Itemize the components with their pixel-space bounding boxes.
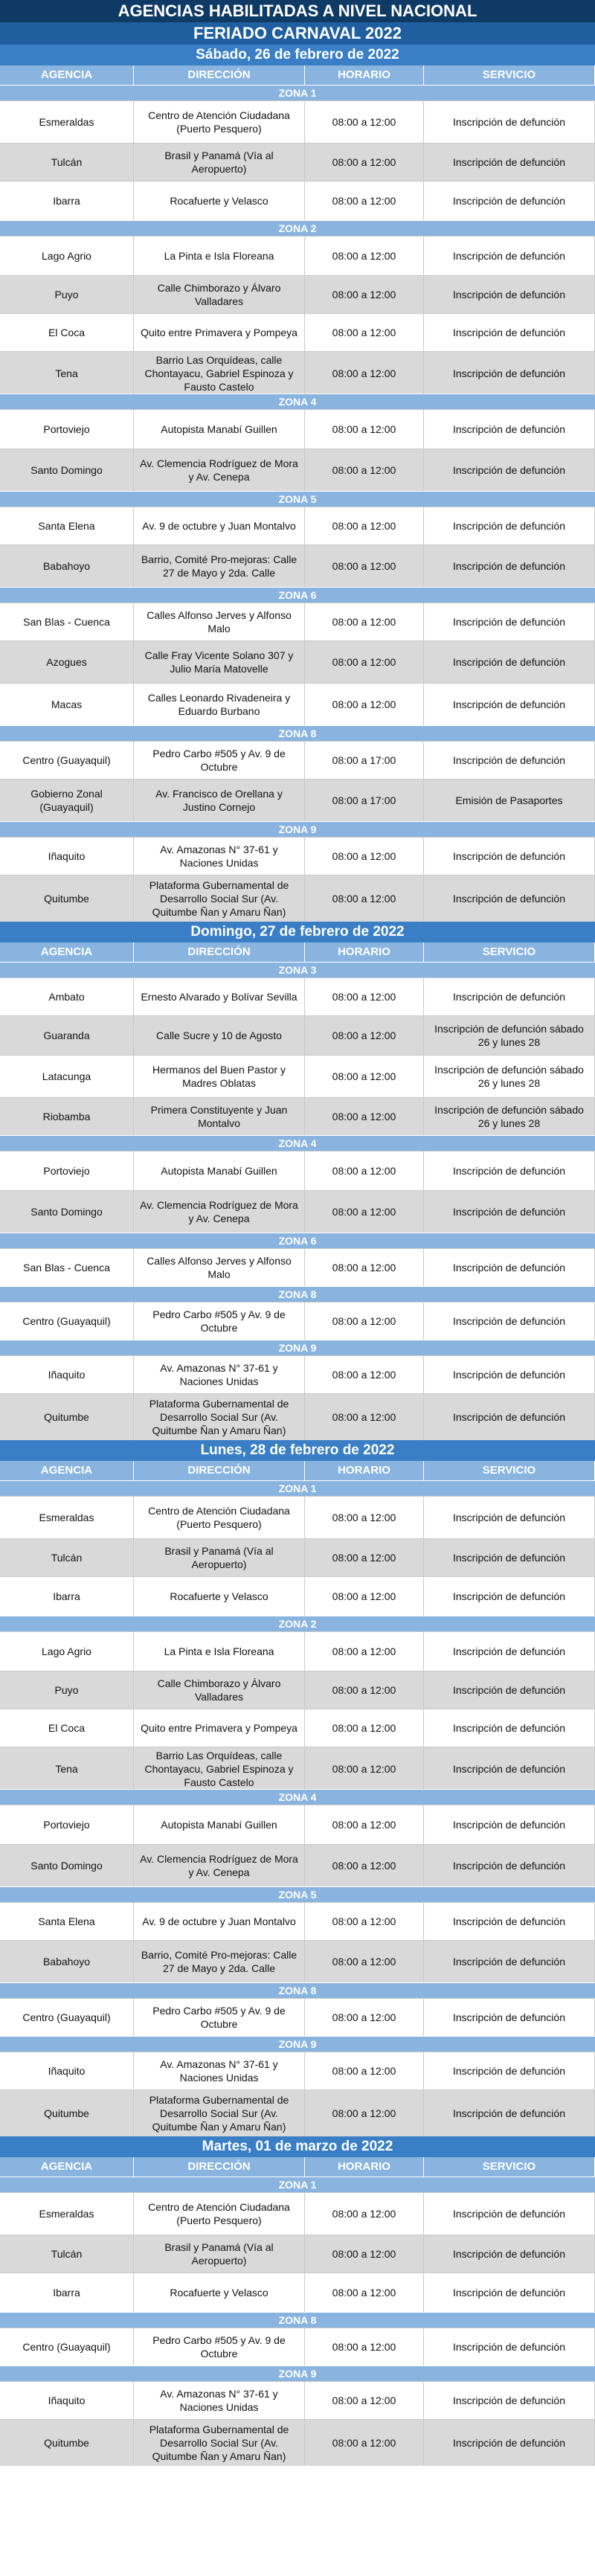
- cell-agencia: Tulcán: [0, 144, 134, 181]
- column-header: HORARIO: [305, 942, 424, 962]
- day-header: Martes, 01 de marzo de 2022: [0, 2136, 595, 2157]
- table-row: [0, 1709, 595, 1747]
- cell-servicio: Inscripción de defunción sábado 26 y lunes 28: [424, 1098, 595, 1135]
- zone-header: ZONA 1: [0, 2177, 595, 2192]
- cell-horario: 08:00 a 12:00: [305, 1056, 424, 1097]
- cell-horario: 08:00 a 12:00: [305, 876, 424, 922]
- column-header: AGENCIA: [0, 942, 134, 962]
- cell-horario: 08:00 a 12:00: [305, 1845, 424, 1886]
- cell-agencia: Babahoyo: [0, 545, 134, 587]
- cell-direccion: Av. Clemencia Rodríguez de Mora y Av. Cenepa: [134, 449, 305, 491]
- table-row: [0, 1844, 595, 1886]
- cell-direccion: Barrio Las Orquídeas, calle Chontayacu, Gabriel Espinoza y Fausto Castelo: [134, 352, 305, 395]
- cell-servicio: Inscripción de defunción: [424, 641, 595, 683]
- cell-servicio: Inscripción de defunción: [424, 684, 595, 725]
- cell-servicio: Inscripción de defunción: [424, 876, 595, 922]
- cell-horario: 08:00 a 12:00: [305, 1191, 424, 1233]
- cell-servicio: Inscripción de defunción: [424, 1191, 595, 1233]
- zone-header: ZONA 4: [0, 1135, 595, 1151]
- cell-servicio: Inscripción de defunción: [424, 1671, 595, 1709]
- cell-agencia: Latacunga: [0, 1056, 134, 1097]
- cell-servicio: Inscripción de defunción: [424, 2328, 595, 2365]
- cell-horario: 08:00 a 12:00: [305, 1747, 424, 1790]
- table-row: [0, 1631, 595, 1671]
- cell-agencia: Centro (Guayaquil): [0, 742, 134, 779]
- cell-agencia: Macas: [0, 684, 134, 725]
- zone-header: ZONA 3: [0, 962, 595, 977]
- cell-direccion: Av. Amazonas N° 37-61 y Naciones Unidas: [134, 838, 305, 875]
- table-row: [0, 1496, 595, 1538]
- cell-agencia: Quitumbe: [0, 2090, 134, 2136]
- cell-servicio: Inscripción de defunción: [424, 1539, 595, 1576]
- cell-agencia: Santo Domingo: [0, 1191, 134, 1233]
- cell-agencia: Riobamba: [0, 1098, 134, 1135]
- table-row: [0, 2052, 595, 2090]
- cell-direccion: Centro de Atención Ciudadana (Puerto Pesquero): [134, 101, 305, 143]
- cell-direccion: Av. Amazonas N° 37-61 y Naciones Unidas: [134, 1356, 305, 1393]
- cell-servicio: Inscripción de defunción: [424, 1356, 595, 1393]
- cell-agencia: San Blas - Cuenca: [0, 1249, 134, 1286]
- cell-horario: 08:00 a 12:00: [305, 1941, 424, 1982]
- cell-agencia: Portoviejo: [0, 1805, 134, 1844]
- page-subtitle: FERIADO CARNAVAL 2022: [0, 22, 595, 45]
- table-row: [0, 1393, 595, 1440]
- cell-direccion: Rocafuerte y Velasco: [134, 182, 305, 220]
- table-row: [0, 1998, 595, 2036]
- cell-servicio: Inscripción de defunción sábado 26 y lunes 28: [424, 1056, 595, 1097]
- cell-servicio: Inscripción de defunción: [424, 1999, 595, 2036]
- table-row: [0, 1747, 595, 1789]
- cell-direccion: Centro de Atención Ciudadana (Puerto Pesquero): [134, 2193, 305, 2235]
- cell-agencia: San Blas - Cuenca: [0, 603, 134, 640]
- cell-agencia: Centro (Guayaquil): [0, 1303, 134, 1340]
- cell-direccion: Hermanos del Buen Pastor y Madres Oblatas: [134, 1056, 305, 1097]
- zone-header: ZONA 5: [0, 491, 595, 507]
- cell-horario: 08:00 a 12:00: [305, 1539, 424, 1576]
- cell-servicio: Inscripción de defunción: [424, 1632, 595, 1671]
- table-row: [0, 1805, 595, 1844]
- cell-horario: 08:00 a 12:00: [305, 2235, 424, 2273]
- cell-agencia: Lago Agrio: [0, 1632, 134, 1671]
- column-header: HORARIO: [305, 2157, 424, 2177]
- cell-horario: 08:00 a 12:00: [305, 2052, 424, 2090]
- zone-header: ZONA 8: [0, 2312, 595, 2328]
- cell-servicio: Inscripción de defunción: [424, 352, 595, 395]
- cell-agencia: Iñaquito: [0, 2052, 134, 2090]
- cell-horario: 08:00 a 12:00: [305, 978, 424, 1015]
- cell-agencia: Portoviejo: [0, 410, 134, 449]
- zone-header: ZONA 9: [0, 2036, 595, 2052]
- cell-horario: 08:00 a 12:00: [305, 1303, 424, 1340]
- table-row: [0, 275, 595, 313]
- cell-servicio: Inscripción de defunción: [424, 1303, 595, 1340]
- cell-horario: 08:00 a 12:00: [305, 641, 424, 683]
- zone-header: ZONA 5: [0, 1886, 595, 1902]
- cell-horario: 08:00 a 12:00: [305, 1152, 424, 1190]
- cell-direccion: Autopista Manabí Guillen: [134, 410, 305, 449]
- table-row: [0, 640, 595, 683]
- table-row: [0, 1190, 595, 1233]
- cell-servicio: Inscripción de defunción: [424, 1152, 595, 1190]
- table-row: [0, 977, 595, 1015]
- cell-servicio: Inscripción de defunción: [424, 838, 595, 875]
- cell-direccion: Plataforma Gubernamental de Desarrollo Social Sur (Av. Quitumbe Ñan y Amaru Ñan): [134, 876, 305, 922]
- zone-header: ZONA 9: [0, 821, 595, 837]
- column-header: SERVICIO: [424, 1461, 595, 1480]
- cell-direccion: Pedro Carbo #505 y Av. 9 de Octubre: [134, 1303, 305, 1340]
- cell-horario: 08:00 a 12:00: [305, 1999, 424, 2036]
- zone-header: ZONA 1: [0, 1480, 595, 1496]
- page-title: AGENCIAS HABILITADAS A NIVEL NACIONAL: [0, 0, 595, 22]
- cell-direccion: Plataforma Gubernamental de Desarrollo Social Sur (Av. Quitumbe Ñan y Amaru Ñan): [134, 2420, 305, 2466]
- cell-agencia: Tena: [0, 1747, 134, 1790]
- column-header: DIRECCIÓN: [134, 2157, 305, 2177]
- column-header: HORARIO: [305, 65, 424, 85]
- table-row: [0, 2328, 595, 2365]
- cell-agencia: Tena: [0, 352, 134, 395]
- cell-servicio: Inscripción de defunción: [424, 545, 595, 587]
- cell-agencia: Iñaquito: [0, 2382, 134, 2419]
- zone-header: ZONA 8: [0, 1982, 595, 1998]
- cell-servicio: Inscripción de defunción: [424, 2193, 595, 2235]
- cell-direccion: Pedro Carbo #505 y Av. 9 de Octubre: [134, 1999, 305, 2036]
- zone-header: ZONA 4: [0, 1789, 595, 1805]
- cell-servicio: Inscripción de defunción: [424, 182, 595, 220]
- cell-servicio: Inscripción de defunción: [424, 2273, 595, 2312]
- cell-direccion: Brasil y Panamá (Vía al Aeropuerto): [134, 1539, 305, 1576]
- cell-horario: 08:00 a 12:00: [305, 314, 424, 351]
- cell-servicio: Inscripción de defunción: [424, 1497, 595, 1538]
- cell-agencia: Azogues: [0, 641, 134, 683]
- column-header: SERVICIO: [424, 2157, 595, 2177]
- zone-header: ZONA 1: [0, 85, 595, 100]
- table-row: [0, 2192, 595, 2235]
- column-header: HORARIO: [305, 1461, 424, 1480]
- cell-agencia: Puyo: [0, 276, 134, 313]
- cell-servicio: Inscripción de defunción: [424, 1903, 595, 1940]
- cell-horario: 08:00 a 12:00: [305, 1632, 424, 1671]
- zone-header: ZONA 2: [0, 220, 595, 236]
- zone-header: ZONA 9: [0, 2365, 595, 2381]
- cell-agencia: Santo Domingo: [0, 449, 134, 491]
- table-row: [0, 2090, 595, 2136]
- cell-agencia: Esmeraldas: [0, 1497, 134, 1538]
- cell-direccion: Barrio, Comité Pro-mejoras: Calle 27 de Mayo y 2da. Calle: [134, 545, 305, 587]
- cell-servicio: Inscripción de defunción: [424, 507, 595, 545]
- cell-horario: 08:00 a 12:00: [305, 2273, 424, 2312]
- cell-horario: 08:00 a 12:00: [305, 684, 424, 725]
- cell-horario: 08:00 a 12:00: [305, 1903, 424, 1940]
- cell-servicio: Inscripción de defunción: [424, 237, 595, 275]
- cell-horario: 08:00 a 12:00: [305, 603, 424, 640]
- cell-direccion: Av. Clemencia Rodríguez de Mora y Av. Cenepa: [134, 1845, 305, 1886]
- days-container: [0, 45, 595, 2466]
- cell-servicio: Inscripción de defunción: [424, 2052, 595, 2090]
- cell-agencia: Puyo: [0, 1671, 134, 1709]
- table-row: [0, 351, 595, 394]
- cell-direccion: Calle Sucre y 10 de Agosto: [134, 1016, 305, 1055]
- cell-direccion: Calle Chimborazo y Álvaro Valladares: [134, 276, 305, 313]
- table-row: [0, 1671, 595, 1709]
- cell-direccion: Barrio, Comité Pro-mejoras: Calle 27 de Mayo y 2da. Calle: [134, 1941, 305, 1982]
- cell-servicio: Inscripción de defunción: [424, 978, 595, 1015]
- table-row: [0, 837, 595, 875]
- table-row: [0, 1302, 595, 1340]
- cell-horario: 08:00 a 12:00: [305, 276, 424, 313]
- table-row: [0, 1355, 595, 1393]
- column-header: SERVICIO: [424, 65, 595, 85]
- table-row: [0, 1055, 595, 1097]
- cell-agencia: El Coca: [0, 1709, 134, 1747]
- cell-agencia: Quitumbe: [0, 2420, 134, 2466]
- table-row: [0, 1248, 595, 1286]
- cell-horario: 08:00 a 12:00: [305, 101, 424, 143]
- cell-servicio: Inscripción de defunción: [424, 1941, 595, 1982]
- cell-agencia: Babahoyo: [0, 1941, 134, 1982]
- column-header-row: [0, 1461, 595, 1480]
- cell-horario: 08:00 a 12:00: [305, 2193, 424, 2235]
- cell-horario: 08:00 a 12:00: [305, 237, 424, 275]
- cell-direccion: Av. 9 de octubre y Juan Montalvo: [134, 507, 305, 545]
- cell-direccion: Calles Alfonso Jerves y Alfonso Malo: [134, 603, 305, 640]
- cell-agencia: Ibarra: [0, 1577, 134, 1616]
- zone-header: ZONA 4: [0, 394, 595, 409]
- cell-direccion: Quito entre Primavera y Pompeya: [134, 1709, 305, 1747]
- cell-agencia: Centro (Guayaquil): [0, 1999, 134, 2036]
- cell-agencia: Quitumbe: [0, 1394, 134, 1440]
- cell-agencia: Esmeraldas: [0, 101, 134, 143]
- cell-servicio: Inscripción de defunción: [424, 2090, 595, 2136]
- table-row: [0, 1576, 595, 1616]
- zone-header: ZONA 8: [0, 725, 595, 741]
- cell-direccion: Pedro Carbo #505 y Av. 9 de Octubre: [134, 742, 305, 779]
- cell-servicio: Inscripción de defunción: [424, 2420, 595, 2466]
- column-header-row: [0, 942, 595, 962]
- table-row: [0, 449, 595, 491]
- cell-horario: 08:00 a 12:00: [305, 1709, 424, 1747]
- cell-horario: 08:00 a 12:00: [305, 182, 424, 220]
- cell-agencia: Ambato: [0, 978, 134, 1015]
- day-header: Domingo, 27 de febrero de 2022: [0, 922, 595, 942]
- cell-horario: 08:00 a 17:00: [305, 780, 424, 821]
- table-row: [0, 181, 595, 220]
- cell-horario: 08:00 a 12:00: [305, 838, 424, 875]
- table-row: [0, 313, 595, 351]
- cell-direccion: Av. Clemencia Rodríguez de Mora y Av. Cenepa: [134, 1191, 305, 1233]
- cell-horario: 08:00 a 12:00: [305, 2420, 424, 2466]
- column-header: AGENCIA: [0, 2157, 134, 2177]
- table-row: [0, 143, 595, 181]
- table-row: [0, 1538, 595, 1576]
- column-header-row: [0, 65, 595, 85]
- cell-horario: 08:00 a 12:00: [305, 1497, 424, 1538]
- cell-servicio: Inscripción de defunción: [424, 2235, 595, 2273]
- day-header: Sábado, 26 de febrero de 2022: [0, 45, 595, 65]
- cell-agencia: Ibarra: [0, 182, 134, 220]
- table-row: [0, 1097, 595, 1135]
- cell-direccion: Plataforma Gubernamental de Desarrollo Social Sur (Av. Quitumbe Ñan y Amaru Ñan): [134, 2090, 305, 2136]
- cell-agencia: Quitumbe: [0, 876, 134, 922]
- cell-servicio: Inscripción de defunción: [424, 276, 595, 313]
- cell-agencia: Portoviejo: [0, 1152, 134, 1190]
- cell-direccion: Av. Amazonas N° 37-61 y Naciones Unidas: [134, 2382, 305, 2419]
- cell-servicio: Inscripción de defunción sábado 26 y lunes 28: [424, 1016, 595, 1055]
- cell-servicio: Inscripción de defunción: [424, 144, 595, 181]
- cell-direccion: Quito entre Primavera y Pompeya: [134, 314, 305, 351]
- table-row: [0, 875, 595, 922]
- zone-header: ZONA 6: [0, 587, 595, 603]
- cell-direccion: Centro de Atención Ciudadana (Puerto Pesquero): [134, 1497, 305, 1538]
- table-row: [0, 1015, 595, 1055]
- cell-direccion: Av. Amazonas N° 37-61 y Naciones Unidas: [134, 2052, 305, 2090]
- table-row: [0, 2273, 595, 2312]
- cell-agencia: Iñaquito: [0, 1356, 134, 1393]
- cell-direccion: Rocafuerte y Velasco: [134, 1577, 305, 1616]
- cell-servicio: Inscripción de defunción: [424, 1249, 595, 1286]
- cell-direccion: Ernesto Alvarado y Bolívar Sevilla: [134, 978, 305, 1015]
- zone-header: ZONA 8: [0, 1286, 595, 1302]
- cell-agencia: Tulcán: [0, 1539, 134, 1576]
- cell-direccion: Calle Chimborazo y Álvaro Valladares: [134, 1671, 305, 1709]
- column-header: DIRECCIÓN: [134, 1461, 305, 1480]
- table-row: [0, 779, 595, 821]
- zone-header: ZONA 6: [0, 1233, 595, 1248]
- column-header: AGENCIA: [0, 1461, 134, 1480]
- cell-direccion: Brasil y Panamá (Vía al Aeropuerto): [134, 144, 305, 181]
- cell-agencia: Gobierno Zonal (Guayaquil): [0, 780, 134, 821]
- table-row: [0, 409, 595, 449]
- cell-horario: 08:00 a 12:00: [305, 1394, 424, 1440]
- cell-servicio: Inscripción de defunción: [424, 1747, 595, 1790]
- cell-servicio: Inscripción de defunción: [424, 603, 595, 640]
- cell-horario: 08:00 a 12:00: [305, 2382, 424, 2419]
- cell-servicio: Inscripción de defunción: [424, 314, 595, 351]
- cell-direccion: Rocafuerte y Velasco: [134, 2273, 305, 2312]
- table-row: [0, 683, 595, 725]
- cell-direccion: Av. 9 de octubre y Juan Montalvo: [134, 1903, 305, 1940]
- table-row: [0, 100, 595, 143]
- zone-header: ZONA 9: [0, 1340, 595, 1355]
- cell-direccion: Calles Alfonso Jerves y Alfonso Malo: [134, 1249, 305, 1286]
- cell-horario: 08:00 a 12:00: [305, 1098, 424, 1135]
- cell-horario: 08:00 a 12:00: [305, 1577, 424, 1616]
- cell-servicio: Inscripción de defunción: [424, 1805, 595, 1844]
- cell-direccion: Primera Constituyente y Juan Montalvo: [134, 1098, 305, 1135]
- cell-servicio: Inscripción de defunción: [424, 1577, 595, 1616]
- table-row: [0, 507, 595, 545]
- cell-servicio: Inscripción de defunción: [424, 1394, 595, 1440]
- table-row: [0, 1940, 595, 1982]
- cell-agencia: Iñaquito: [0, 838, 134, 875]
- cell-horario: 08:00 a 12:00: [305, 507, 424, 545]
- cell-agencia: El Coca: [0, 314, 134, 351]
- cell-servicio: Inscripción de defunción: [424, 101, 595, 143]
- cell-horario: 08:00 a 12:00: [305, 1249, 424, 1286]
- cell-direccion: Autopista Manabí Guillen: [134, 1152, 305, 1190]
- cell-direccion: Pedro Carbo #505 y Av. 9 de Octubre: [134, 2328, 305, 2365]
- cell-direccion: La Pinta e Isla Floreana: [134, 237, 305, 275]
- cell-servicio: Inscripción de defunción: [424, 2382, 595, 2419]
- table-row: [0, 2381, 595, 2419]
- cell-agencia: Santo Domingo: [0, 1845, 134, 1886]
- cell-agencia: Tulcán: [0, 2235, 134, 2273]
- cell-horario: 08:00 a 12:00: [305, 2328, 424, 2365]
- table-row: [0, 1151, 595, 1190]
- cell-agencia: Santa Elena: [0, 507, 134, 545]
- table-row: [0, 236, 595, 275]
- table-row: [0, 2235, 595, 2273]
- column-header: DIRECCIÓN: [134, 942, 305, 962]
- cell-horario: 08:00 a 12:00: [305, 1356, 424, 1393]
- cell-servicio: Inscripción de defunción: [424, 1845, 595, 1886]
- zone-header: ZONA 2: [0, 1616, 595, 1631]
- cell-servicio: Emisión de Pasaportes: [424, 780, 595, 821]
- cell-horario: 08:00 a 12:00: [305, 410, 424, 449]
- cell-horario: 08:00 a 12:00: [305, 1016, 424, 1055]
- cell-agencia: Centro (Guayaquil): [0, 2328, 134, 2365]
- cell-direccion: Calle Fray Vicente Solano 307 y Julio María Matovelle: [134, 641, 305, 683]
- cell-agencia: Santa Elena: [0, 1903, 134, 1940]
- cell-servicio: Inscripción de defunción: [424, 1709, 595, 1747]
- column-header: AGENCIA: [0, 65, 134, 85]
- cell-direccion: Autopista Manabí Guillen: [134, 1805, 305, 1844]
- table-row: [0, 603, 595, 640]
- column-header: DIRECCIÓN: [134, 65, 305, 85]
- cell-horario: 08:00 a 12:00: [305, 1671, 424, 1709]
- cell-horario: 08:00 a 17:00: [305, 742, 424, 779]
- cell-horario: 08:00 a 12:00: [305, 545, 424, 587]
- cell-agencia: Ibarra: [0, 2273, 134, 2312]
- table-row: [0, 741, 595, 779]
- cell-horario: 08:00 a 12:00: [305, 1805, 424, 1844]
- cell-direccion: Av. Francisco de Orellana y Justino Cornejo: [134, 780, 305, 821]
- cell-direccion: Barrio Las Orquídeas, calle Chontayacu, Gabriel Espinoza y Fausto Castelo: [134, 1747, 305, 1790]
- table-row: [0, 1902, 595, 1940]
- cell-direccion: La Pinta e Isla Floreana: [134, 1632, 305, 1671]
- cell-horario: 08:00 a 12:00: [305, 144, 424, 181]
- cell-agencia: Lago Agrio: [0, 237, 134, 275]
- cell-direccion: Plataforma Gubernamental de Desarrollo Social Sur (Av. Quitumbe Ñan y Amaru Ñan): [134, 1394, 305, 1440]
- cell-agencia: Guaranda: [0, 1016, 134, 1055]
- cell-horario: 08:00 a 12:00: [305, 2090, 424, 2136]
- day-header: Lunes, 28 de febrero de 2022: [0, 1440, 595, 1461]
- column-header-row: [0, 2157, 595, 2177]
- cell-servicio: Inscripción de defunción: [424, 410, 595, 449]
- cell-servicio: Inscripción de defunción: [424, 742, 595, 779]
- table-row: [0, 2419, 595, 2466]
- cell-direccion: Calles Leonardo Rivadeneira y Eduardo Burbano: [134, 684, 305, 725]
- cell-horario: 08:00 a 12:00: [305, 449, 424, 491]
- column-header: SERVICIO: [424, 942, 595, 962]
- cell-horario: 08:00 a 12:00: [305, 352, 424, 395]
- table-row: [0, 545, 595, 587]
- cell-direccion: Brasil y Panamá (Vía al Aeropuerto): [134, 2235, 305, 2273]
- cell-servicio: Inscripción de defunción: [424, 449, 595, 491]
- cell-agencia: Esmeraldas: [0, 2193, 134, 2235]
